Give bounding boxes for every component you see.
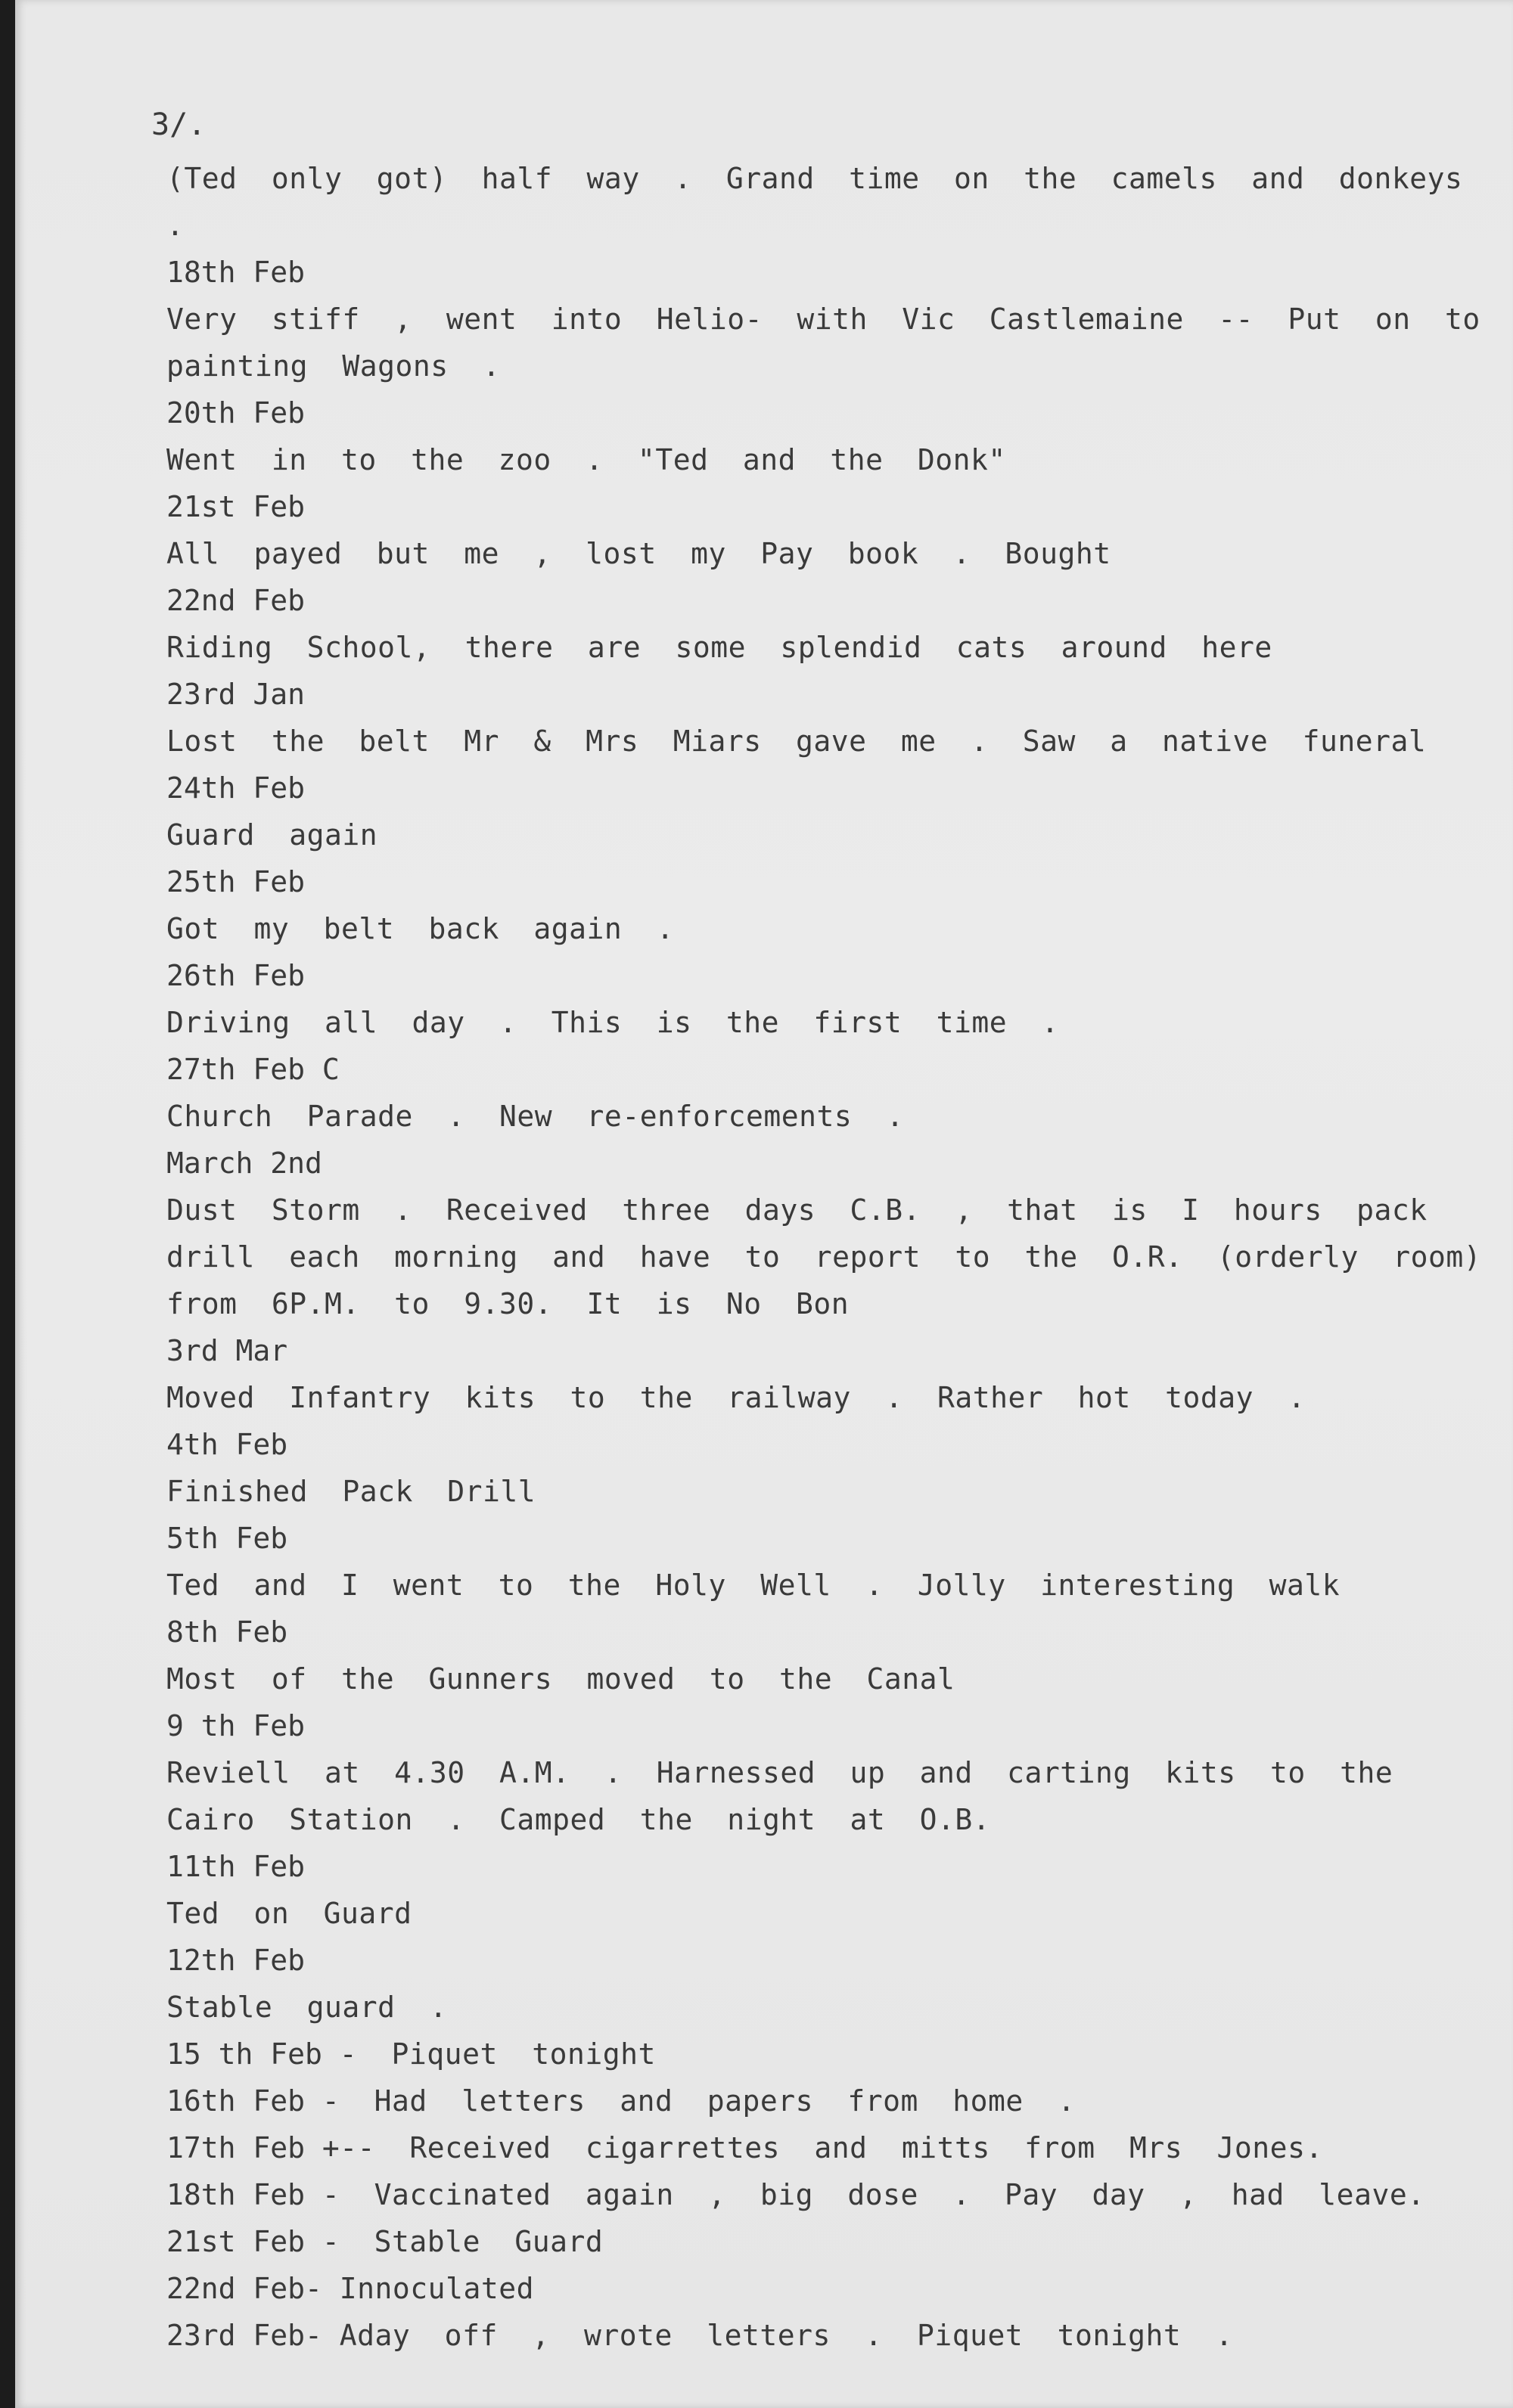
diary-entries bbox=[166, 155, 1483, 2359]
diary-entry-inline bbox=[166, 2124, 1483, 2171]
entry-text: All payed but me , lost my Pay book . Bought bbox=[166, 537, 1111, 570]
entry-date: 15 th Feb bbox=[166, 2037, 322, 2071]
entry-date: 23rd Feb- bbox=[166, 2319, 322, 2352]
entry-date: 22nd Feb bbox=[166, 584, 306, 617]
diary-entry bbox=[166, 1937, 1483, 2031]
diary-entry bbox=[166, 1421, 1483, 1515]
entry-text: Guard again bbox=[166, 818, 378, 852]
entry-date: 24th Feb bbox=[166, 771, 306, 805]
entry-text: Innoculated bbox=[339, 2272, 534, 2305]
diary-entry-inline bbox=[166, 2171, 1483, 2218]
diary-entry-inline bbox=[166, 2218, 1483, 2265]
entry-text: Stable guard . bbox=[166, 1991, 448, 2024]
diary-entry bbox=[166, 1327, 1483, 1421]
diary-entry-inline bbox=[166, 2031, 1483, 2078]
entry-text: Moved Infantry kits to the railway . Rather hot today . bbox=[166, 1381, 1306, 1414]
entry-date: 20th Feb bbox=[166, 396, 306, 430]
entry-date: 23rd Jan bbox=[166, 678, 306, 711]
entry-text: Aday off , wrote letters . Piquet tonight . bbox=[339, 2319, 1234, 2352]
entry-text: Lost the belt Mr & Mrs Miars gave me . Saw a native funeral bbox=[166, 725, 1427, 758]
diary-entry bbox=[166, 1515, 1483, 1609]
entry-text: - Vaccinated again , big dose . Pay day , had leave. bbox=[322, 2178, 1425, 2211]
entry-date: 16th Feb bbox=[166, 2084, 306, 2118]
diary-entry bbox=[166, 1140, 1483, 1327]
entry-date: 18th Feb bbox=[166, 2178, 306, 2211]
entry-text: - Piquet tonight bbox=[339, 2037, 656, 2071]
diary-entry-inline bbox=[166, 2265, 1483, 2312]
entry-text: Reviell at 4.30 A.M. . Harnessed up and carting kits to the Cairo Station . Camped the night at O.B. bbox=[166, 1756, 1393, 1836]
diary-entry bbox=[166, 1609, 1483, 1702]
entry-text: +-- Received cigarrettes and mitts from Mrs Jones. bbox=[322, 2131, 1323, 2164]
diary-entry bbox=[166, 858, 1483, 952]
entry-text: Riding School, there are some splendid cats around here bbox=[166, 631, 1272, 664]
entry-date: 12th Feb bbox=[166, 1944, 306, 1977]
entry-text: Got my belt back again . bbox=[166, 912, 675, 945]
entry-date: 21st Feb bbox=[166, 490, 306, 523]
entry-text: Ted and I went to the Holy Well . Jolly interesting walk bbox=[166, 1569, 1341, 1602]
entry-text: Very stiff , went into Helio- with Vic Castlemaine -- Put on to painting Wagons . bbox=[166, 303, 1480, 383]
entry-text: (Ted only got) half way . Grand time on the camels and donkeys . bbox=[166, 162, 1463, 242]
entry-date: 11th Feb bbox=[166, 1850, 306, 1883]
entry-date: 27th Feb C bbox=[166, 1053, 340, 1086]
entry-text: Church Parade . New re-enforcements . bbox=[166, 1100, 904, 1133]
entry-text: Went in to the zoo . "Ted and the Donk" bbox=[166, 443, 1006, 476]
entry-date: 18th Feb bbox=[166, 256, 306, 289]
diary-entry-inline bbox=[166, 2078, 1483, 2124]
entry-date: 8th Feb bbox=[166, 1615, 288, 1649]
entry-text: - Stable Guard bbox=[322, 2225, 604, 2258]
entry-date: 4th Feb bbox=[166, 1428, 288, 1461]
diary-entry bbox=[166, 249, 1483, 389]
entry-text: Dust Storm . Received three days C.B. , that is I hours pack drill each morning and have to report to the O.R. (orderly room) from 6P.M. to 9.30. It is No Bon bbox=[166, 1193, 1482, 1320]
entry-date: 5th Feb bbox=[166, 1522, 288, 1555]
diary-entry-inline bbox=[166, 2312, 1483, 2359]
entry-text: Most of the Gunners moved to the Canal bbox=[166, 1662, 955, 1696]
typed-diary-page bbox=[15, 0, 1513, 2408]
diary-entry bbox=[166, 389, 1483, 483]
page-number: 3/. bbox=[151, 107, 207, 142]
diary-entry bbox=[166, 765, 1483, 858]
entry-date: 22nd Feb- bbox=[166, 2272, 322, 2305]
entry-date: March 2nd bbox=[166, 1147, 322, 1180]
entry-date: 9 th Feb bbox=[166, 1709, 306, 1742]
entry-text: Ted on Guard bbox=[166, 1897, 412, 1930]
diary-entry bbox=[166, 155, 1483, 249]
diary-entry bbox=[166, 952, 1483, 1046]
entry-text: - Had letters and papers from home . bbox=[322, 2084, 1076, 2118]
diary-entry bbox=[166, 1843, 1483, 1937]
diary-entry bbox=[166, 483, 1483, 577]
entry-date: 25th Feb bbox=[166, 865, 306, 898]
entry-date: 17th Feb bbox=[166, 2131, 306, 2164]
entry-date: 21st Feb bbox=[166, 2225, 306, 2258]
diary-entry bbox=[166, 577, 1483, 671]
diary-entry bbox=[166, 671, 1483, 765]
entry-text: Finished Pack Drill bbox=[166, 1475, 536, 1508]
entry-text: Driving all day . This is the first time . bbox=[166, 1006, 1059, 1039]
diary-entry bbox=[166, 1702, 1483, 1843]
entry-date: 26th Feb bbox=[166, 959, 306, 992]
entry-date: 3rd Mar bbox=[166, 1334, 288, 1367]
diary-entry bbox=[166, 1046, 1483, 1140]
